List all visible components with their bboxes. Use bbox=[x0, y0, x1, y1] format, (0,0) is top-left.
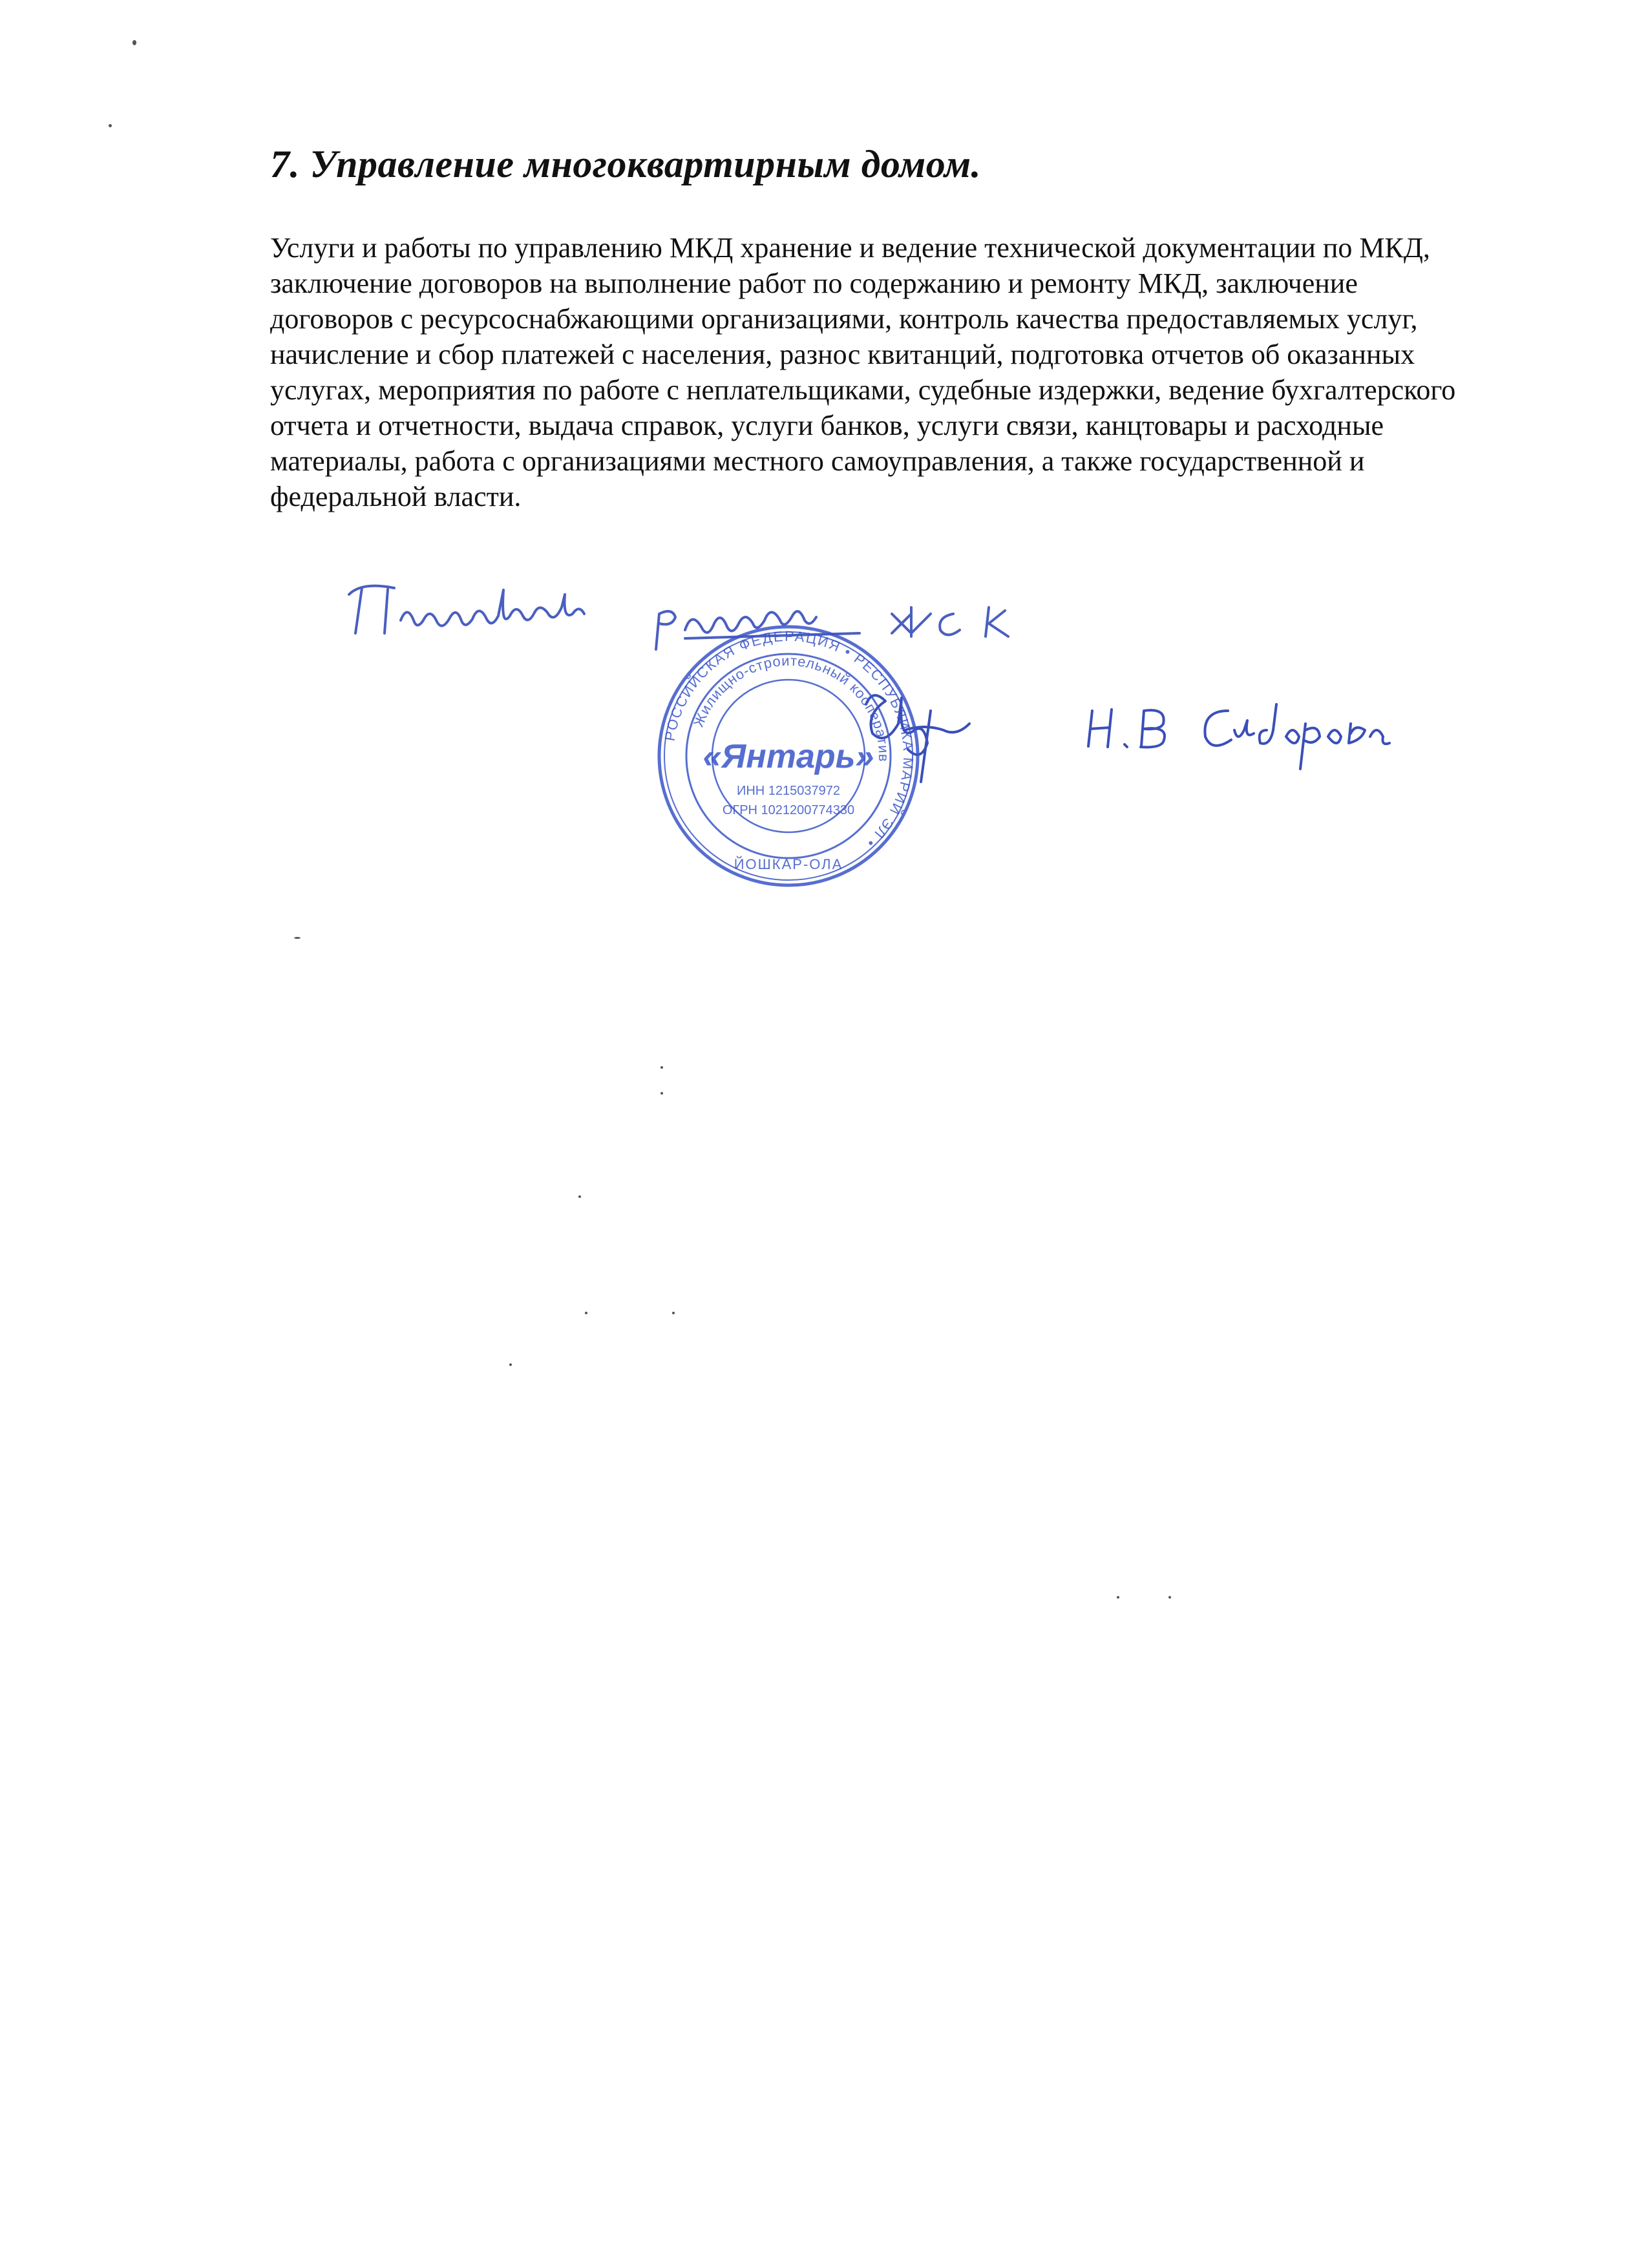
section-heading: 7. Управление многоквартирным домом. bbox=[270, 143, 982, 185]
organization-stamp bbox=[653, 620, 924, 892]
stamp-city: ЙОШКАР-ОЛА bbox=[734, 856, 843, 872]
stamp-ogrn: ОГРН 1021200774330 bbox=[722, 803, 855, 817]
paragraph-line: начисление и сбор платежей с населения, разнос квитанций, подготовка отчетов об оказанных bbox=[270, 339, 1415, 370]
stamp-inn: ИНН 1215037972 bbox=[736, 784, 841, 798]
stamp-outer-text: РОССИЙСКАЯ ФЕДЕРАЦИЯ • РЕСПУБЛИКА МАРИЙ ЭЛ • bbox=[661, 627, 917, 852]
scan-speck bbox=[294, 937, 301, 939]
scan-speck bbox=[578, 1195, 581, 1198]
scan-speck bbox=[132, 40, 136, 45]
paragraph-line: Услуги и работы по управлению МКД хранение и ведение технической документации по МКД, bbox=[270, 232, 1430, 264]
scan-speck bbox=[660, 1066, 663, 1069]
paragraph-line: услугах, мероприятия по работе с неплательщиками, судебные издержки, ведение бухгалтерского bbox=[270, 374, 1456, 406]
scan-speck bbox=[1168, 1596, 1171, 1599]
paragraph-line: отчета и отчетности, выдача справок, услуги банков, услуги связи, канцтовары и расходные bbox=[270, 410, 1384, 441]
stamp-center-name: «Янтарь» bbox=[703, 738, 874, 775]
scan-speck bbox=[585, 1312, 587, 1314]
scan-speck bbox=[660, 1092, 663, 1095]
paragraph-line: материалы, работа с организациями местного самоуправления, а также государственной и bbox=[270, 445, 1365, 477]
scan-speck bbox=[509, 1363, 512, 1366]
paragraph-line: договоров с ресурсоснабжающими организациями, контроль качества предоставляемых услуг, bbox=[270, 303, 1418, 335]
scan-speck bbox=[109, 124, 112, 127]
section-paragraph bbox=[270, 230, 1537, 514]
paragraph-line: заключение договоров на выполнение работ по содержанию и ремонту МКД, заключение bbox=[270, 268, 1358, 299]
scan-speck bbox=[672, 1312, 675, 1314]
stamp-inner-text: Жилищно-строительный кооператив bbox=[690, 652, 893, 762]
paragraph-line: федеральной власти. bbox=[270, 481, 522, 512]
scan-speck bbox=[1117, 1596, 1119, 1599]
